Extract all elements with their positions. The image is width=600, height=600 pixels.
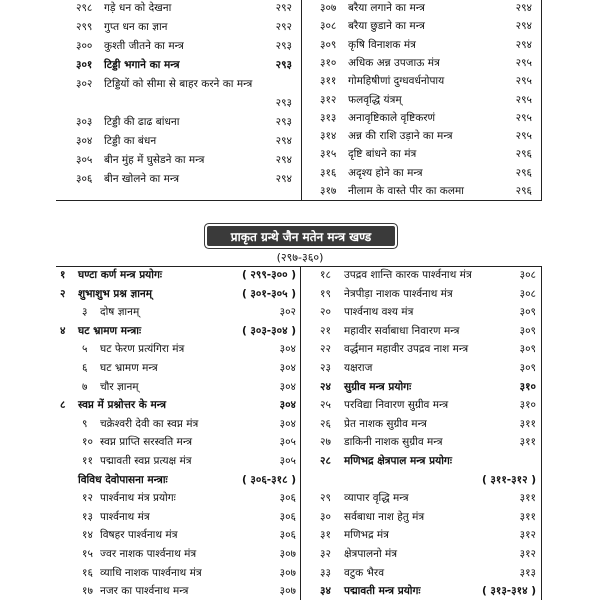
entry-title: बरैया छुडाने का मन्त्र	[348, 20, 425, 33]
entry-number: ३१७	[320, 185, 337, 197]
entry-title: परविद्या निवारण सुग्रीव मन्त्र	[344, 399, 449, 412]
entry-number: ३०२	[76, 78, 93, 90]
toc-entry	[320, 0, 425, 17]
entry-page: ३०७	[279, 566, 296, 579]
entry-number: २५	[320, 399, 331, 412]
entry-number: ३१०	[320, 56, 337, 69]
toc-entry	[320, 164, 423, 182]
toc-entry	[320, 145, 416, 163]
entry-title: गुप्त धन का ज्ञान	[104, 21, 168, 33]
toc-entry	[60, 322, 141, 340]
toc-entry	[82, 564, 202, 582]
entry-page: ३०५	[279, 455, 296, 467]
entry-number: ३२	[320, 548, 331, 560]
section-page-range: (२९७-३६०)	[276, 251, 324, 264]
toc-entry	[76, 94, 104, 112]
entry-title: वटुक भैरव	[344, 566, 385, 579]
entry-page: २९६	[515, 166, 532, 179]
entry-page: ( ३०१-३०५ )	[241, 287, 296, 300]
entry-page: ३०६	[279, 510, 296, 523]
entry-title: घण्टा कर्ण मन्त्र प्रयोगः	[78, 269, 163, 281]
entry-number: ३	[82, 306, 88, 319]
entry-number: ३१२	[320, 93, 337, 106]
toc-entry	[320, 582, 421, 600]
entry-number: २०	[320, 306, 331, 319]
entry-page: २९५	[515, 75, 532, 88]
entry-number: ३१३	[320, 111, 337, 124]
entry-number: २८	[320, 455, 331, 467]
toc-entry	[320, 489, 409, 507]
entry-title: फलवृद्धि यंत्रम्	[348, 93, 402, 106]
entry-number: २९	[320, 492, 331, 505]
toc-entry	[320, 378, 411, 396]
entry-page: ३११	[519, 417, 536, 430]
entry-title: टिड्डी का बंधन	[104, 135, 157, 147]
entry-title: गोमहिषीणां दुग्धवर्धनोपाय	[348, 75, 445, 88]
entry-number: ३०८	[320, 20, 337, 33]
entry-page: ३०६	[279, 529, 296, 542]
entry-number: ३४	[320, 585, 331, 598]
entry-title: बरैया लगाने का मन्त्र	[348, 2, 425, 14]
entry-page: २९४	[275, 173, 292, 185]
entry-title: चक्रेश्वरी देवी का स्वप्न मंत्र	[100, 417, 199, 430]
entry-page: २९४	[275, 135, 292, 147]
entry-page: ३१०	[519, 380, 536, 393]
toc-entry	[320, 526, 389, 544]
entry-title: विविध देवोपासना मन्त्राः	[78, 473, 168, 486]
toc-entry	[320, 36, 416, 54]
toc-entry	[320, 285, 453, 303]
entry-title: बीन खोलने का मन्त्र	[104, 173, 180, 185]
entry-page: ३०४	[279, 343, 296, 356]
entry-number: ३०३	[76, 116, 93, 128]
entry-title: अन्न की राशि उड़ाने का मन्त्र	[348, 130, 453, 143]
entry-title: डाकिनी नाशक सुग्रीव मन्त्र	[344, 436, 443, 449]
entry-page: २९६	[515, 185, 532, 197]
entry-title: व्याधि नाशक पार्श्वनाथ मंत्र	[100, 566, 202, 579]
toc-entry	[320, 91, 402, 109]
toc-entry	[82, 378, 139, 396]
entry-number: १७	[82, 585, 93, 598]
entry-page: २९५	[515, 130, 532, 143]
entry-page: २९४	[275, 154, 292, 166]
entry-number: ३१६	[320, 166, 337, 179]
toc-entry	[60, 266, 162, 284]
toc-entry	[76, 113, 179, 131]
entry-page: ( २९९-३०० )	[241, 269, 296, 281]
entry-page: २९३	[275, 40, 292, 52]
entry-number: ३००	[76, 40, 93, 52]
toc-entry	[320, 72, 444, 90]
entry-number: २६	[320, 417, 331, 430]
top-column-divider	[301, 0, 302, 200]
entry-title: नजर का पार्श्वनाथ मन्त्र	[100, 585, 189, 598]
entry-page: ३०८	[519, 269, 536, 281]
entry-title: पद्मावती स्वप्न प्रत्यक्ष मंत्र	[100, 455, 192, 467]
entry-title: ज्वर नाशक पार्श्वनाथ मंत्र	[100, 548, 197, 560]
entry-number: ६	[82, 362, 88, 374]
toc-entry	[320, 433, 443, 451]
entry-title: मणिभद्र क्षेत्रपाल मन्त्र प्रयोगः	[344, 455, 452, 467]
toc-entry	[320, 508, 424, 526]
entry-title: विषहर पार्श्वनाथ मंत्र	[100, 529, 178, 542]
toc-entry	[320, 452, 452, 470]
entry-number: ३१	[320, 529, 331, 542]
entry-title: घट भ्रामण मन्त्राः	[78, 324, 142, 337]
entry-page: ३०४	[279, 417, 296, 430]
entry-number: २३	[320, 362, 331, 374]
entry-number: ४	[60, 324, 66, 337]
toc-entry	[76, 56, 180, 74]
toc-entry	[320, 109, 435, 127]
entry-title: गड़े धन को देखना	[104, 2, 172, 14]
entry-page: ३१२	[519, 548, 536, 560]
entry-title: उपद्रव शान्ति कारक पार्श्वनाथ मंत्र	[344, 269, 472, 281]
entry-page: ( ३०६-३१८ )	[241, 473, 296, 486]
section-title-banner	[207, 226, 395, 246]
entry-title: टिड्डी भगाने का मन्त्र	[104, 59, 180, 71]
entry-page: २९३	[275, 116, 292, 128]
entry-number: ८	[60, 399, 66, 412]
entry-page: ३११	[519, 436, 536, 449]
entry-number: ३११	[320, 75, 337, 88]
toc-entry	[320, 359, 372, 377]
entry-page: ३१३	[519, 566, 536, 579]
toc-entry	[82, 303, 139, 321]
entry-page: २९५	[515, 56, 532, 69]
entry-page: ३११	[519, 510, 536, 523]
entry-number: १८	[320, 269, 331, 281]
entry-page: २९३	[275, 59, 292, 71]
entry-number: २	[60, 287, 66, 300]
entry-page: २९५	[515, 111, 532, 124]
entry-title: अधिक अन्न उपजाऊ मंत्र	[348, 56, 440, 69]
entry-title: टिड्डियों को सीमा से बाहर करने का मन्त्र	[104, 78, 253, 90]
entry-title: सर्वबाधा नाश हेतु मंत्र	[344, 510, 425, 523]
entry-number: ३३	[320, 566, 331, 579]
entry-number: १५	[82, 548, 93, 560]
entry-number: ११	[82, 455, 93, 467]
entry-page: २९३	[275, 97, 292, 109]
entry-title: पार्श्वनाथ मंत्र	[100, 510, 150, 523]
entry-number: २९९	[76, 21, 93, 33]
entry-number: २४	[320, 380, 331, 393]
entry-number: १४	[82, 529, 93, 542]
toc-entry	[82, 452, 192, 470]
entry-title: यक्षराज	[344, 362, 373, 374]
entry-page: २९२	[275, 2, 292, 14]
entry-page: ( ३११-३१२ )	[481, 473, 536, 486]
entry-number: ३१४	[320, 130, 337, 143]
entry-page: ३०९	[519, 362, 536, 374]
entry-number: ३०७	[320, 2, 337, 14]
entry-number: २९८	[76, 2, 93, 14]
entry-title: कुश्ती जीतने का मन्त्र	[104, 40, 184, 52]
entry-page: ( ३१३-३१४ )	[481, 585, 536, 598]
entry-number: ३०९	[320, 38, 337, 51]
entry-title: मणिभद्र मंत्र	[344, 529, 389, 542]
entry-page: २९६	[515, 148, 532, 161]
toc-entry	[82, 415, 198, 433]
toc-entry	[60, 396, 166, 414]
entry-number: १२	[82, 492, 93, 505]
entry-page: ३०७	[279, 585, 296, 598]
toc-entry	[320, 303, 413, 321]
entry-title: महावीर सर्वाबाधा निवारण मन्त्र	[344, 324, 460, 337]
bottom-right-border	[541, 266, 542, 600]
toc-entry	[82, 433, 192, 451]
toc-entry	[82, 582, 188, 600]
entry-page: ३११	[519, 492, 536, 505]
entry-number: ३०६	[76, 173, 93, 185]
entry-title: दोष ज्ञानम्	[100, 306, 140, 319]
entry-number: ३०५	[76, 154, 93, 166]
toc-entry	[320, 471, 344, 489]
bottom-column-divider	[300, 266, 301, 600]
entry-title: सुग्रीव मन्त्र प्रयोगः	[344, 380, 412, 393]
entry-title: प्रेत नाशक सुग्रीव मन्त्र	[344, 417, 427, 430]
toc-entry	[76, 0, 171, 17]
entry-page: ३१२	[519, 529, 536, 542]
toc-entry	[82, 359, 158, 377]
entry-number: १६	[82, 566, 93, 579]
toc-entry	[320, 127, 453, 145]
entry-title: पद्मावती मन्त्र प्रयोगः	[344, 585, 421, 598]
toc-entry	[60, 471, 168, 489]
entry-number: १०	[82, 436, 93, 449]
entry-page: २९४	[515, 38, 532, 51]
toc-entry	[76, 132, 156, 150]
entry-title: अनावृष्टिकाले वृष्टिकरणं	[348, 111, 436, 124]
entry-page: ३०९	[519, 306, 536, 319]
toc-entry	[320, 545, 397, 563]
entry-title: बीन मुंह में घुसेडने का मन्त्र	[104, 154, 205, 166]
entry-page: ३०८	[519, 287, 536, 300]
entry-title: स्वप्न में प्रश्नोत्तर के मन्त्र	[78, 399, 167, 412]
toc-entry	[320, 54, 440, 72]
entry-title: घट भ्रामण मन्त्र	[100, 362, 158, 374]
entry-title: पार्श्वनाथ मंत्र प्रयोगः	[100, 492, 176, 505]
entry-number: १९	[320, 287, 331, 300]
entry-page: ३०५	[279, 436, 296, 449]
entry-page: ३०४	[279, 380, 296, 393]
entry-title: स्वप्न प्राप्ति सरस्वति मन्त्र	[100, 436, 193, 449]
toc-entry	[76, 37, 184, 55]
toc-entry	[82, 545, 196, 563]
entry-page: ३०४	[279, 362, 296, 374]
toc-entry	[76, 151, 204, 169]
entry-number: ५	[82, 343, 88, 356]
entry-page: ३०७	[279, 548, 296, 560]
entry-page: ३०९	[519, 324, 536, 337]
toc-entry	[82, 489, 176, 507]
top-section-bottom-rule	[56, 200, 542, 201]
toc-entry	[82, 526, 178, 544]
entry-title: क्षेत्रपालनो मंत्र	[344, 548, 398, 560]
toc-entry	[320, 396, 448, 414]
entry-number: ३०४	[76, 135, 93, 147]
section-title: प्राकृत ग्रन्थे जैन मतेन मन्त्र खण्ड	[230, 229, 372, 244]
entry-title: पार्श्वनाथ वश्य मंत्र	[344, 306, 414, 319]
entry-number: ३१५	[320, 148, 337, 161]
toc-entry	[320, 564, 384, 582]
page-right-border	[541, 0, 542, 200]
entry-number: ३०	[320, 510, 331, 523]
entry-title: शुभाशुभ प्रश्न ज्ञानम्	[78, 287, 153, 300]
entry-page: ३१०	[519, 399, 536, 412]
entry-number: ७	[82, 380, 88, 393]
entry-title: घट फेरण प्रत्यंगिरा मंत्र	[100, 343, 185, 356]
toc-entry	[82, 340, 184, 358]
entry-title: वर्द्धमान महावीर उपद्रव नाश मन्त्र	[344, 343, 469, 356]
entry-title: व्यापार वृद्धि मन्त्र	[344, 492, 409, 505]
toc-entry	[320, 415, 427, 433]
entry-number: ९	[82, 417, 88, 430]
entry-title: टिड्डी की ढाढ बांधना	[104, 116, 180, 128]
entry-page: २९२	[275, 21, 292, 33]
toc-entry	[82, 508, 150, 526]
entry-page: २९४	[515, 20, 532, 33]
entry-page: ३०९	[519, 343, 536, 356]
entry-title: नीलाम के वास्ते पीर का कलमा	[348, 185, 464, 197]
entry-title: चौर ज्ञानम्	[100, 380, 139, 393]
toc-entry	[320, 17, 425, 35]
entry-number: ३०१	[76, 59, 93, 71]
toc-entry	[320, 322, 459, 340]
toc-entry	[76, 75, 252, 93]
entry-title: नेत्रपीड़ा नाशक पार्श्वनाथ मंत्र	[344, 287, 453, 300]
entry-number: २१	[320, 324, 331, 337]
entry-number: १३	[82, 510, 93, 523]
entry-page: ३०२	[279, 306, 296, 319]
toc-entry	[76, 18, 168, 36]
entry-title: कृषि विनाशक मंत्र	[348, 38, 416, 51]
entry-page: २९४	[515, 2, 532, 14]
entry-page: ३०६	[279, 492, 296, 505]
toc-entry	[60, 285, 152, 303]
toc-entry	[76, 170, 179, 188]
entry-number: २२	[320, 343, 331, 356]
entry-title: दृष्टि बांधने का मंत्र	[348, 148, 417, 161]
entry-page: २९५	[515, 93, 532, 106]
entry-page: ( ३०३-३०४ )	[241, 324, 296, 337]
entry-page: ३०४	[279, 399, 296, 412]
entry-number: २७	[320, 436, 331, 449]
entry-title: अदृश्य होने का मन्त्र	[348, 166, 423, 179]
entry-number: १	[60, 269, 66, 281]
